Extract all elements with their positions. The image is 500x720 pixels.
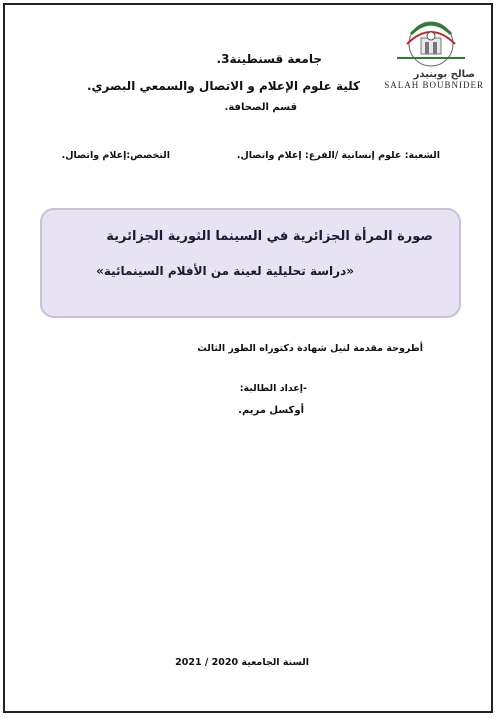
student-name: أوكسل مريم. — [238, 405, 304, 416]
thesis-title-box — [40, 208, 461, 318]
thesis-title: صورة المرأة الجزائرية في السينما الثورية الجزائرية — [106, 229, 433, 244]
logo-caption-arabic: صالح بوبنيدر — [413, 69, 475, 80]
academic-year: السنة الجامعية 2020 / 2021 — [175, 657, 309, 668]
thesis-subtitle: «دراسة تحليلية لعينة من الأفلام السينمائية» — [96, 264, 354, 278]
thesis-description: أطروحة مقدمة لنيل شهادة دكتوراه الطور الثالث — [197, 343, 423, 354]
prepared-by-label: -إعداد الطالبة: — [239, 383, 307, 394]
university-name: جامعة قسنطينة3. — [216, 52, 322, 66]
branch-label: الشعبة: علوم إنسانية /الفرع: إعلام واتصال. — [236, 150, 440, 161]
logo-caption-latin: SALAH BOUBNIDER — [384, 80, 484, 90]
faculty-name: كلية علوم الإعلام و الاتصال والسمعي البصري. — [86, 79, 360, 93]
specialty-label: التخصص:إعلام واتصال. — [61, 150, 170, 161]
department-name: قسم الصحافة. — [224, 102, 297, 113]
